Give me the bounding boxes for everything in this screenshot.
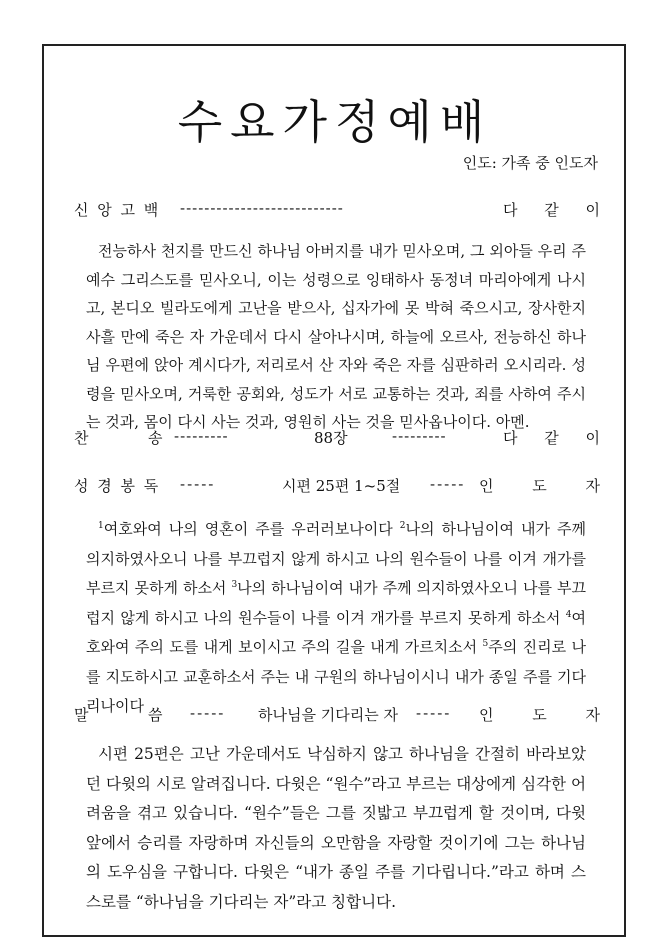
sermon-text: 시편 25편은 고난 가운데서도 낙심하지 않고 하나님을 간절히 바라보았던 다윗의 시로 알려집니다. 다윗은 “원수”라고 부르는 대상에게 심각한 어려움을 겪고 있습니다. “원수”들은 그를 짓밟고 부끄럽게 할 것이며, 다윗 앞에서 승리를 자랑하며 자신들의 오만함을 자랑할 것이기에 그는 하나님의 도우심을 구합니다. 다윗은 “내가 종일 주를 기다립니다.”라고 하며 스스로를 “하나님을 기다리는 자”라고 칭합니다. [86,745,586,911]
hymn-dashes-left: --------- [174,427,229,445]
creed-text: 전능하사 천지를 만드신 하나님 아버지를 내가 믿사오며, 그 외아들 우리 주 예수 그리스도를 믿사오니, 이는 성령으로 잉태하사 동정녀 마리아에게 나시고, 본디오 빌라도에게 고난을 받으사, 십자가에 못 박혀 죽으시고, 장사한지 사흘 만에 죽은 자 가운데서 다시 살아나시며, 하늘에 오르사, 전능하신 하나님 우편에 앉아 계시다가, 저리로서 산 자와 죽은 자를 심판하러 오시리라. 성령을 믿사오며, 거룩한 공회와, 성도가 서로 교통하는 것과, 죄를 사하여 주시는 것과, 몸이 다시 사는 것과, 영원히 사는 것을 믿사옵나이다. 아멘. [86,242,586,431]
verse-text: 여호와여 주의 도를 내게 보이시고 주의 길을 내게 가르치소서 [86,608,586,656]
hymn-label-1: 찬 [74,429,89,447]
reading-text [86,515,586,722]
verse-text: 나의 하나님이여 내가 주께 의지하였사오니 나를 부끄럽지 않게 하시고 나의 원수들이 나를 이겨 개가를 부르지 못하게 하소서 [86,520,586,597]
reading-dashes-right: ----- [430,475,466,493]
sermon-row [74,704,600,728]
verse-text: 주의 진리로 나를 지도하시고 교훈하소서 주는 내 구원의 하나님이시니 내가 종일 주를 기다리나이다 [86,638,586,715]
sermon-who: 인 도 자 [478,706,600,724]
reading-who: 인 도 자 [478,477,600,495]
reading-row [74,475,600,499]
verse-number: 4 [565,609,572,620]
verse-text: 나의 하나님이여 내가 주께 의지하였사오니 나를 부끄럽지 않게 하시고 나의 원수들이 나를 이겨 개가를 부르지 못하게 하소서 [86,579,586,627]
hymn-number: 88장 [314,429,348,447]
page-title: 수요가정예배 [177,95,493,149]
verse-number: 3 [231,580,238,590]
hymn-dashes-right: --------- [392,427,447,445]
sermon-dashes-left: ----- [190,704,226,722]
reading-dashes-left: ----- [180,475,216,493]
leader-note: 인도: 가족 중 인도자 [462,154,598,172]
creed-row [74,199,600,223]
verse-number: 5 [482,639,489,649]
hymn-who: 다 같 이 [502,429,600,447]
hymn-label-2: 송 [148,429,163,447]
verse-number: 1 [98,521,104,531]
sermon-label-1: 말 [74,706,89,724]
creed-dashes: --------------------------- [180,199,344,217]
sermon-dashes-right: ----- [416,704,452,722]
sermon-label-2: 씀 [148,706,163,724]
verse-text: 여호와여 나의 영혼이 주를 우러러보나이다 [103,520,400,538]
reading-label: 성 경 봉 독 [74,477,161,495]
verse-number: 2 [399,521,406,531]
hymn-row [74,427,600,451]
creed-who: 다 같 이 [502,201,600,219]
reading-passage: 시편 25편 1~5절 [282,477,401,495]
creed-label: 신 앙 고 백 [74,201,161,219]
sermon-title: 하나님을 기다리는 자 [258,706,398,724]
